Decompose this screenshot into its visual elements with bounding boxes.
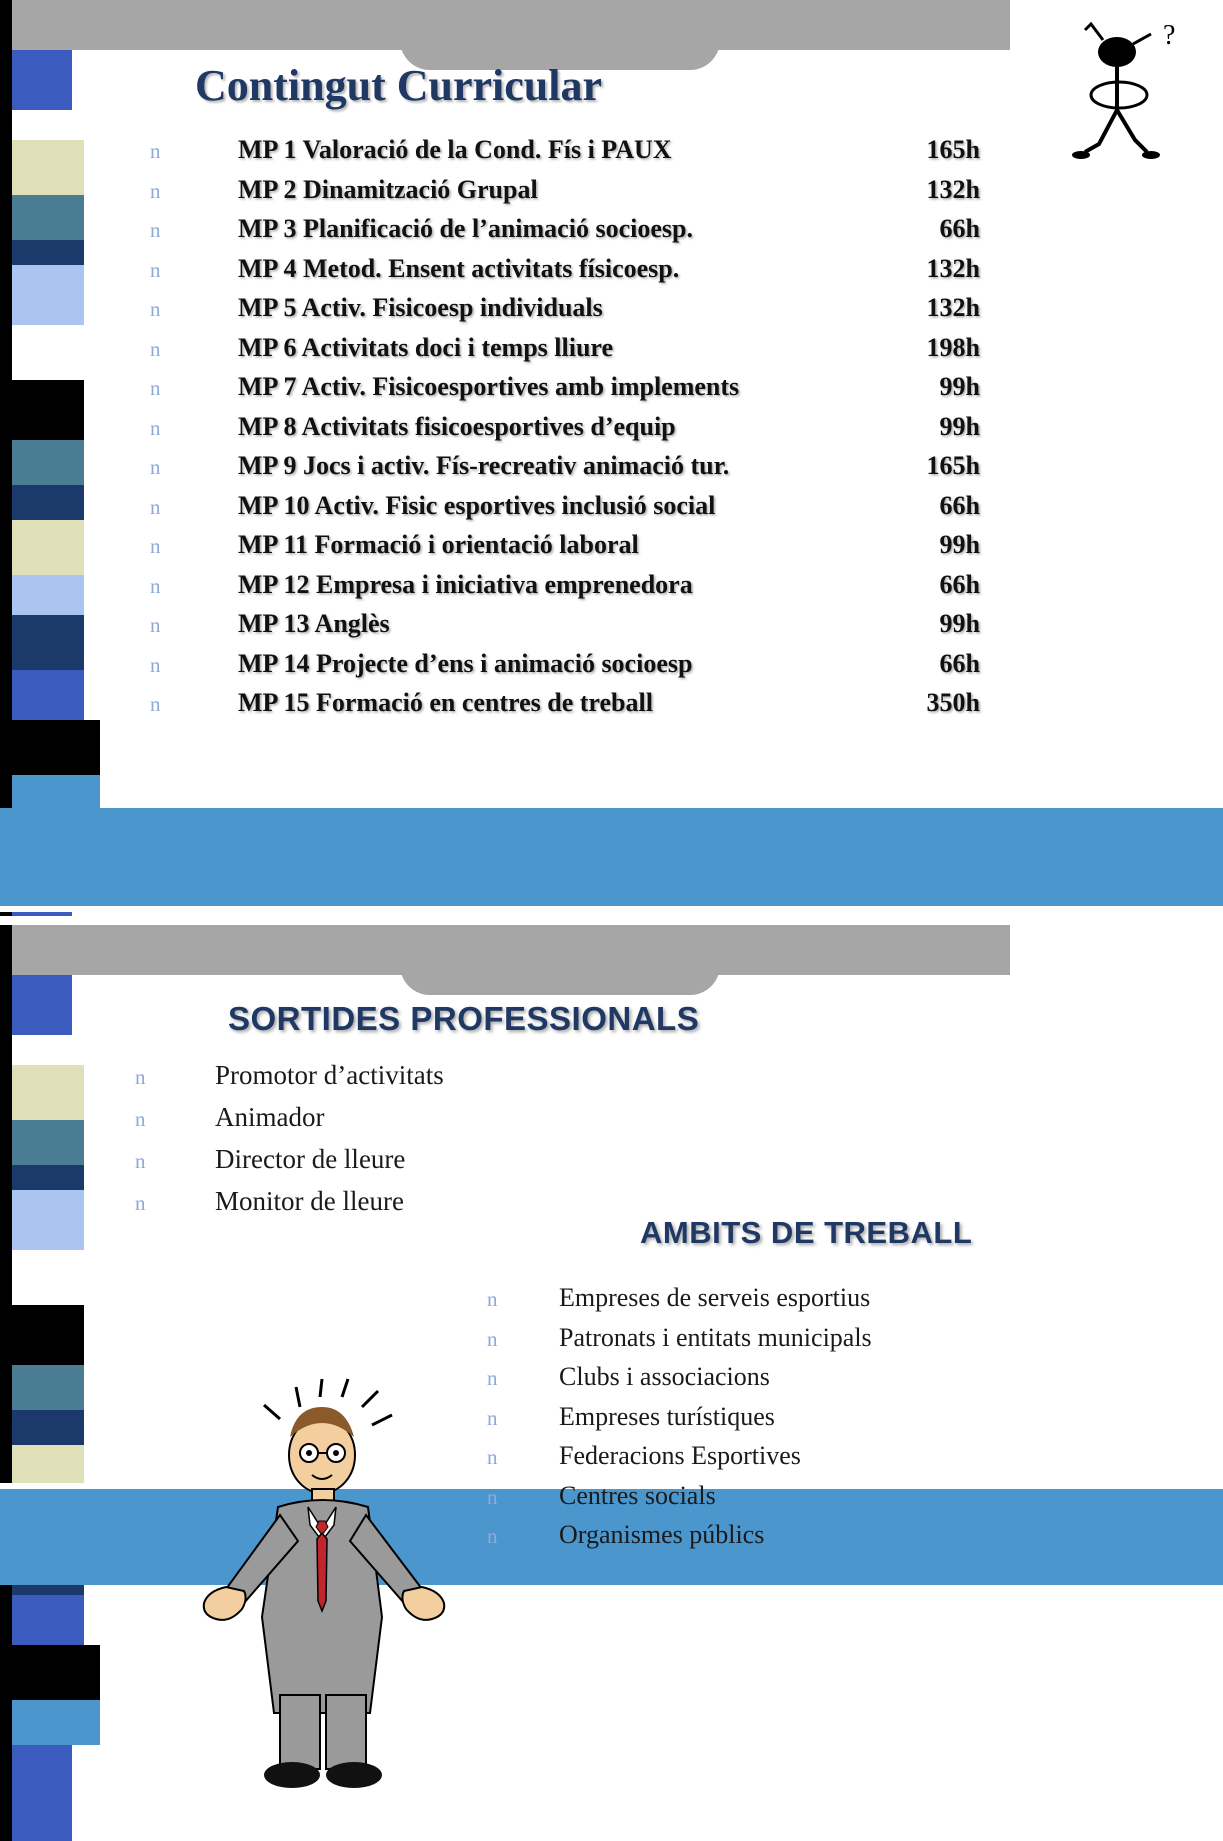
module-row	[150, 570, 980, 610]
curricular-modules-list	[150, 135, 980, 728]
bullet-icon: n	[150, 218, 161, 242]
list-item-label: Clubs i associacions	[559, 1362, 770, 1391]
module-label: MP 9 Jocs i activ. Fís-recreativ animació tur.	[238, 451, 730, 480]
list-item	[487, 1362, 872, 1402]
list-item-label: Patronats i entitats municipals	[559, 1322, 872, 1352]
module-hours: 66h	[939, 569, 980, 599]
list-item	[135, 1060, 444, 1102]
sortides-list	[135, 1060, 444, 1228]
module-row	[150, 451, 980, 491]
module-label: MP 5 Activ. Fisicoesp individuals	[238, 293, 603, 322]
list-item-label: Empreses turístiques	[559, 1401, 775, 1431]
bottom-white-strip	[0, 906, 1223, 912]
module-row	[150, 649, 980, 689]
module-label: MP 6 Activitats doci i temps lliure	[238, 332, 614, 362]
ambits-title: AMBITS DE TREBALL	[640, 1215, 973, 1250]
bullet-icon: n	[150, 376, 161, 400]
bullet-icon: n	[150, 613, 161, 637]
module-label: MP 3 Planificació de l’animació socioesp.	[238, 214, 693, 243]
bullet-icon: n	[487, 1445, 498, 1469]
list-item-label: Federacions Esportives	[559, 1441, 801, 1470]
list-item	[487, 1441, 872, 1481]
module-label: MP 12 Empresa i iniciativa emprenedora	[238, 569, 693, 599]
bullet-icon: n	[150, 494, 161, 519]
top-gray-band-tab	[400, 965, 720, 995]
bullet-icon: n	[135, 1191, 146, 1215]
list-item-label: Monitor de lleure	[215, 1186, 404, 1216]
list-item	[487, 1283, 872, 1323]
list-item-label: Centres socials	[559, 1480, 716, 1510]
module-row	[150, 491, 980, 531]
slide-curricular-content	[0, 0, 1223, 916]
module-hours: 165h	[926, 451, 980, 480]
left-decorative-stripe	[0, 0, 100, 916]
module-hours: 132h	[926, 293, 980, 322]
module-label: MP 8 Activitats fisicoesportives d’equip	[238, 411, 676, 441]
module-row	[150, 530, 980, 570]
list-item	[487, 1520, 872, 1560]
svg-text:?: ?	[1163, 20, 1176, 51]
bullet-icon: n	[150, 455, 161, 479]
module-row	[150, 175, 980, 215]
module-hours: 66h	[939, 648, 980, 678]
bullet-icon: n	[150, 297, 161, 321]
module-hours: 99h	[939, 609, 980, 638]
module-row	[150, 135, 980, 175]
module-row	[150, 609, 980, 649]
module-label: MP 15 Formació en centres de treball	[238, 688, 653, 717]
list-item-label: Animador	[215, 1102, 325, 1132]
module-label: MP 10 Activ. Fisic esportives inclusió social	[238, 490, 716, 520]
bullet-icon: n	[150, 534, 161, 558]
list-item-label: Director de lleure	[215, 1144, 406, 1174]
module-hours: 350h	[926, 688, 980, 717]
module-label: MP 4 Metod. Ensent activitats físicoesp.	[238, 253, 680, 283]
list-item	[135, 1102, 444, 1144]
list-item	[487, 1402, 872, 1442]
module-hours: 99h	[939, 372, 980, 401]
module-label: MP 11 Formació i orientació laboral	[238, 530, 639, 559]
module-hours: 165h	[926, 135, 980, 164]
bullet-icon: n	[487, 1366, 498, 1390]
list-item	[135, 1144, 444, 1186]
bullet-icon: n	[487, 1524, 498, 1548]
list-item-label: Organismes públics	[559, 1520, 765, 1549]
module-hours: 132h	[926, 174, 980, 204]
bullet-icon: n	[150, 178, 161, 203]
module-hours: 99h	[939, 411, 980, 441]
module-row	[150, 333, 980, 373]
page-title: Contingut Curricular	[195, 61, 602, 110]
module-row	[150, 293, 980, 333]
module-label: MP 14 Projecte d’ens i animació socioesp	[238, 648, 693, 678]
bullet-icon: n	[150, 692, 161, 716]
ambits-list	[487, 1283, 872, 1560]
list-item	[487, 1481, 872, 1521]
module-hours: 99h	[939, 530, 980, 559]
list-item-label: Empreses de serveis esportius	[559, 1283, 871, 1312]
bullet-icon: n	[150, 652, 161, 677]
bullet-icon: n	[150, 415, 161, 440]
list-item-label: Promotor d’activitats	[215, 1060, 444, 1090]
left-decorative-stripe	[0, 925, 100, 1841]
bullet-icon: n	[150, 573, 161, 598]
bullet-icon: n	[135, 1065, 146, 1089]
sortides-title: SORTIDES PROFESSIONALS	[228, 1000, 700, 1037]
module-row	[150, 688, 980, 728]
module-label: MP 1 Valoració de la Cond. Fís i PAUX	[238, 135, 672, 164]
bullet-icon: n	[487, 1484, 498, 1509]
module-label: MP 2 Dinamització Grupal	[238, 174, 538, 204]
bullet-icon: n	[487, 1326, 498, 1351]
shrugging-man-icon	[200, 1375, 470, 1800]
stripe-graphic	[0, 925, 100, 1841]
bullet-icon: n	[135, 1107, 146, 1131]
bullet-icon: n	[487, 1405, 498, 1430]
module-hours: 132h	[926, 253, 980, 283]
list-item	[135, 1186, 444, 1228]
module-label: MP 13 Anglès	[238, 609, 390, 638]
module-row	[150, 254, 980, 294]
bullet-icon: n	[487, 1287, 498, 1311]
module-row	[150, 412, 980, 452]
module-label: MP 7 Activ. Fisicoesportives amb implements	[238, 372, 740, 401]
bottom-blue-band	[0, 808, 1223, 908]
module-hours: 66h	[939, 214, 980, 243]
module-hours: 66h	[939, 490, 980, 520]
module-row	[150, 372, 980, 412]
thinking-stick-figure-icon	[1055, 10, 1205, 175]
stripe-graphic	[0, 0, 100, 916]
bullet-icon: n	[150, 139, 161, 163]
module-hours: 198h	[926, 332, 980, 362]
bullet-icon: n	[150, 257, 161, 282]
list-item	[487, 1323, 872, 1363]
bullet-icon: n	[150, 336, 161, 361]
bullet-icon: n	[135, 1149, 146, 1173]
module-row	[150, 214, 980, 254]
